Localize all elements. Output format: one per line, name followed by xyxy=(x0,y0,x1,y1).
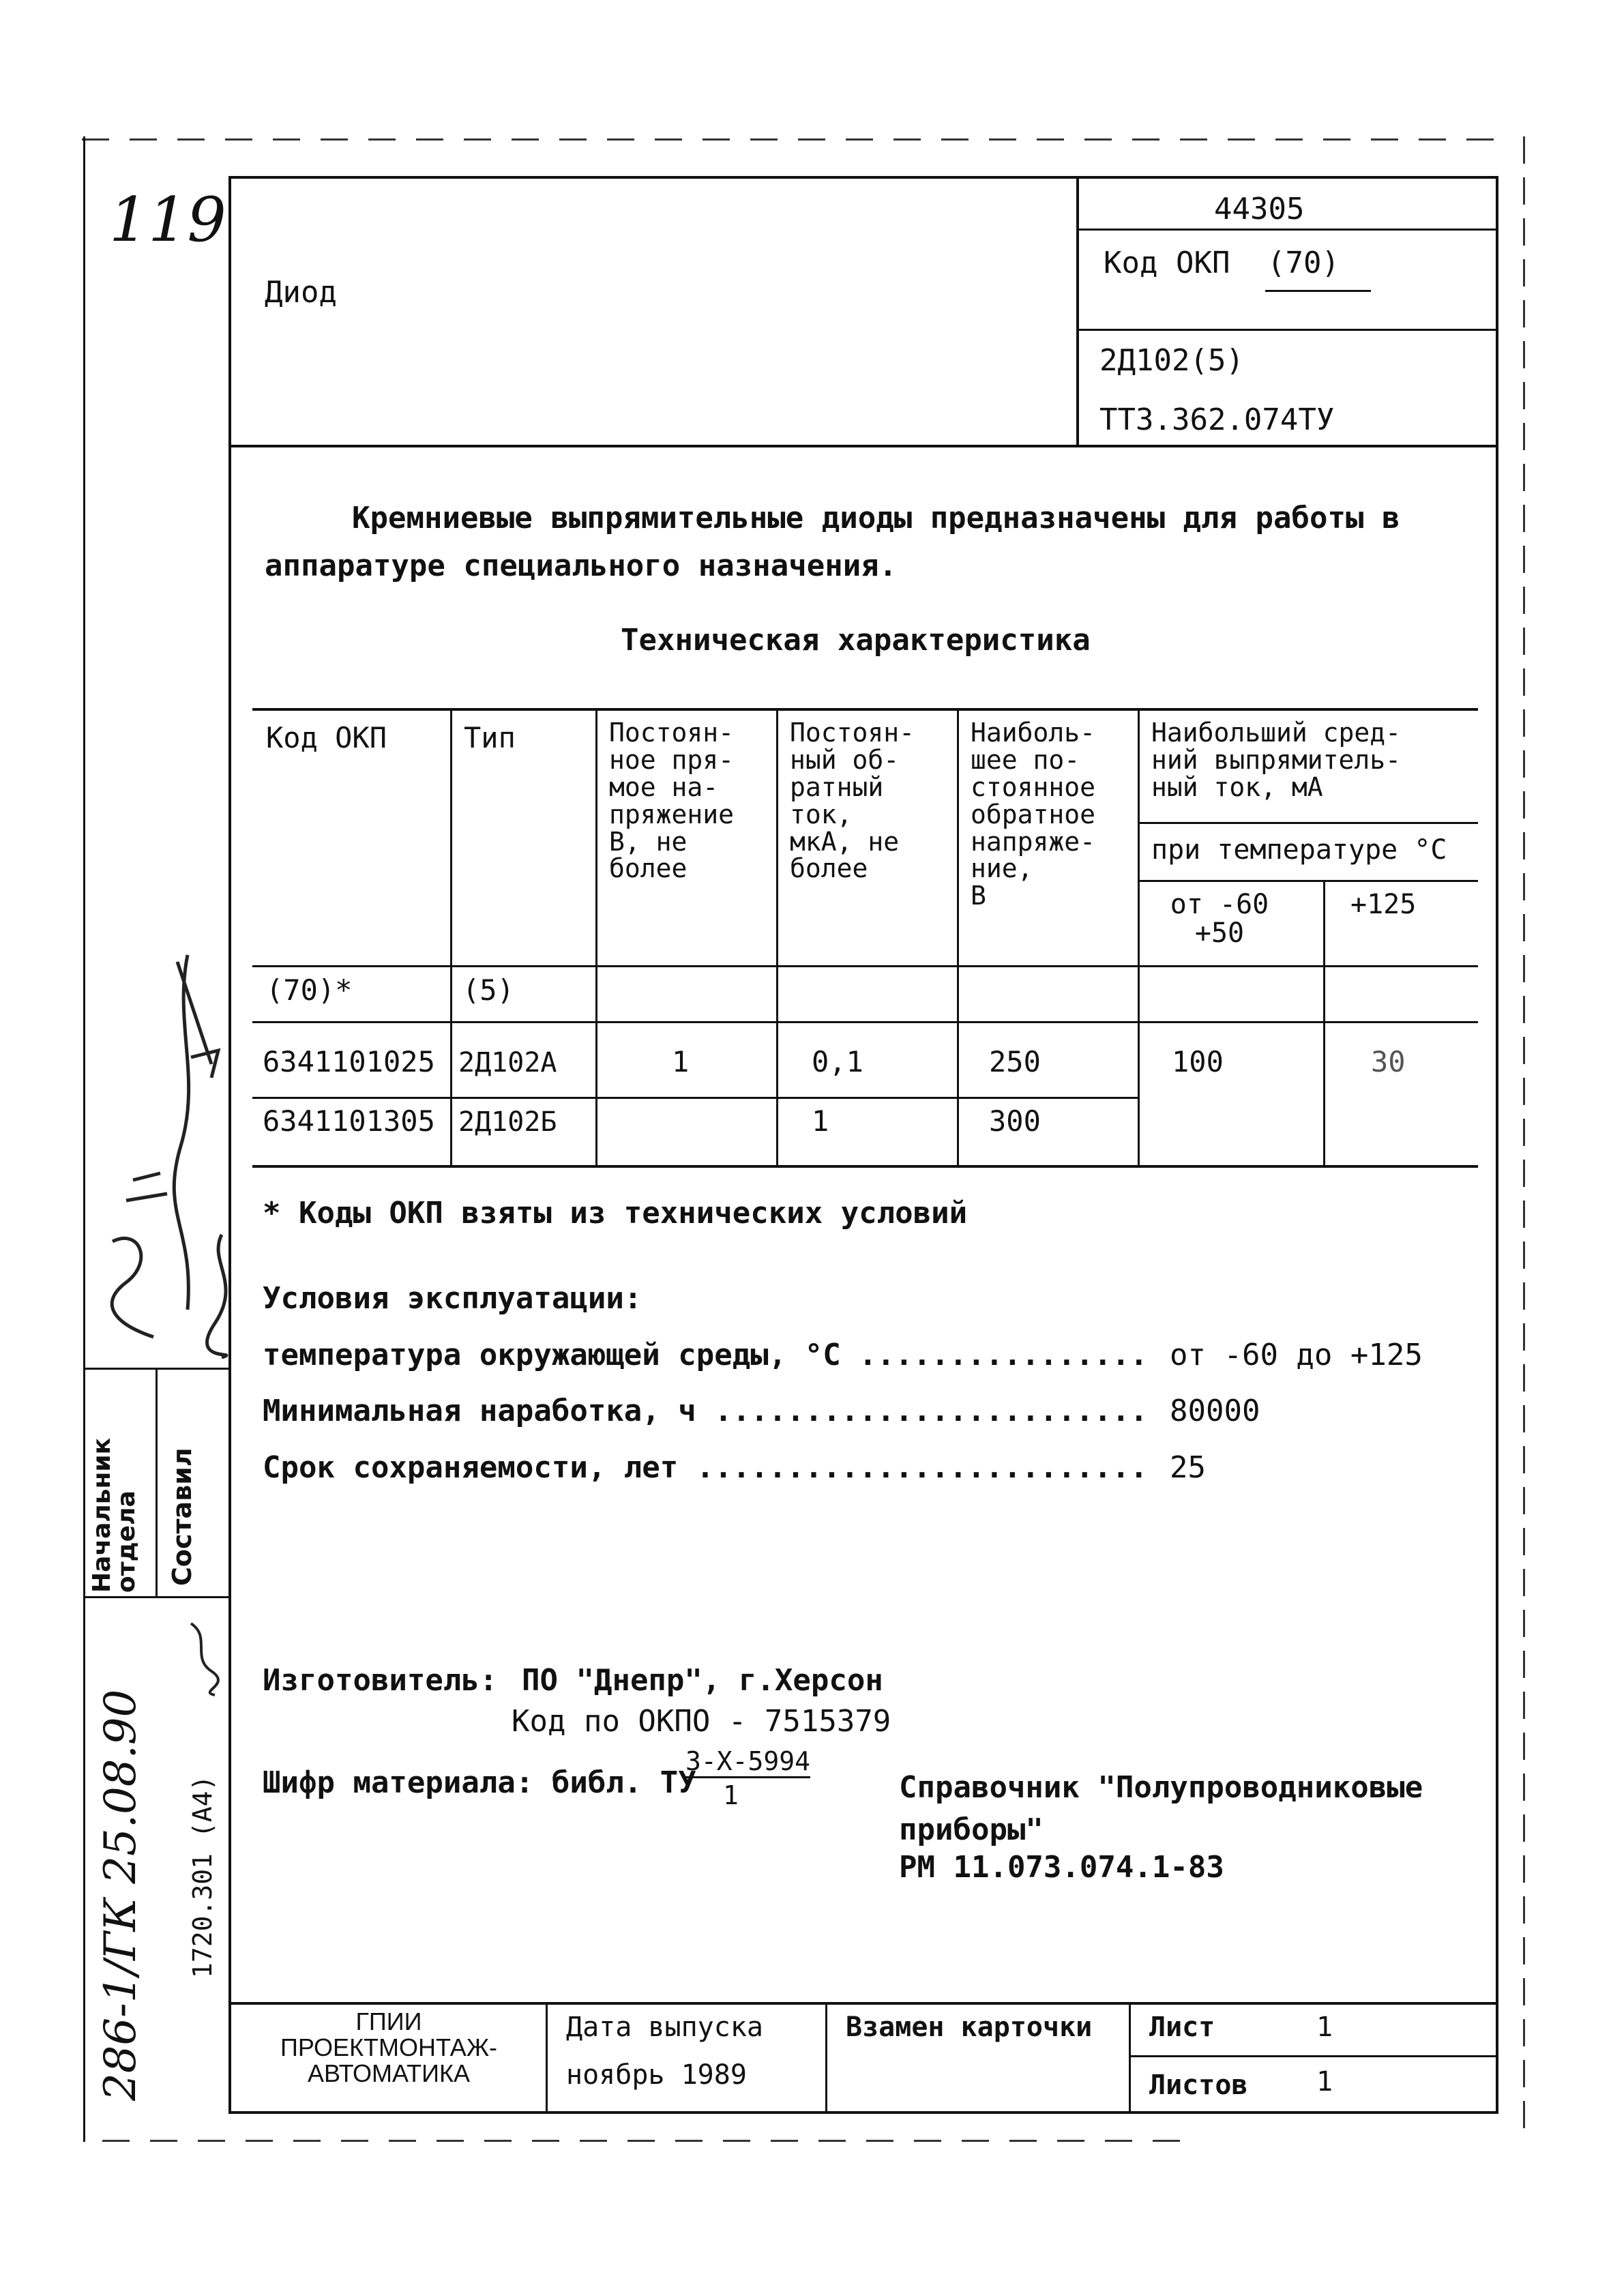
signature-small xyxy=(184,1617,225,1698)
stamp-divider xyxy=(156,1368,158,1596)
stamp-chief: Начальник отдела xyxy=(88,1437,141,1593)
stamp-top-line xyxy=(85,1368,230,1370)
header-line-1 xyxy=(1076,229,1497,231)
row-2-okp: 6341101305 xyxy=(263,1104,435,1138)
table-caption: Техническая характеристика xyxy=(621,623,1091,658)
th-forward-voltage: Постоян- ное пря- мое на- пряжение В, не более xyxy=(609,718,735,884)
row-1-current-high: 30 xyxy=(1371,1045,1406,1078)
material-denominator: 1 xyxy=(723,1780,739,1810)
row-2-reverse-current: 1 xyxy=(812,1104,829,1138)
stamp-composed: Составил xyxy=(167,1447,197,1586)
conditions-heading: Условия эксплуатации: xyxy=(263,1281,642,1316)
stamp-form: 1720.301 (А4) xyxy=(188,1775,218,1978)
th-okp: Код ОКП xyxy=(266,721,387,754)
row-1-reverse-current: 0,1 xyxy=(812,1045,863,1078)
footer-issue-date: ноябрь 1989 xyxy=(566,2059,747,2091)
footer-sheet-value: 1 xyxy=(1316,2012,1333,2043)
th-reverse-current: Постоян- ный об- ратный ток, мкА, не более xyxy=(790,718,915,884)
table-header-bottom xyxy=(252,965,1478,967)
row-1-forward-voltage: 1 xyxy=(672,1045,690,1078)
table-col-5 xyxy=(1138,708,1140,1166)
row-1-type: 2Д102А xyxy=(458,1047,557,1078)
spec-number: ТТ3.362.074ТУ xyxy=(1099,402,1335,437)
material-label: Шифр материала: библ. ТУ xyxy=(263,1765,696,1800)
signature-arrow xyxy=(171,955,232,1091)
okp-value: (70) xyxy=(1267,246,1340,280)
th-type: Тип xyxy=(464,721,516,754)
table-row-divider xyxy=(252,1097,1139,1099)
row-1-okp: 6341101025 xyxy=(263,1045,435,1078)
footer-col-3 xyxy=(1129,2002,1131,2113)
th-at-temperature: при температуре °С xyxy=(1151,834,1447,866)
th-temp-range-2: +125 xyxy=(1350,889,1417,920)
footer-top xyxy=(228,2002,1498,2005)
header-divider xyxy=(1076,176,1079,446)
table-temp-line-1 xyxy=(1139,822,1478,824)
condition-3-label: Срок сохраняемости, лет ......................... xyxy=(263,1450,1149,1485)
condition-2-value: 80000 xyxy=(1170,1394,1260,1428)
manufacturer-label: Изготовитель: xyxy=(263,1663,498,1698)
header-line-2 xyxy=(1076,329,1497,331)
footer-col-2 xyxy=(825,2002,827,2113)
code-row-okp: (70)* xyxy=(266,973,353,1007)
table-col-6 xyxy=(1323,880,1325,1166)
footer-sheets-value: 1 xyxy=(1316,2066,1333,2098)
doc-number: 44305 xyxy=(1214,192,1305,226)
crop-line-top xyxy=(82,138,1514,141)
header-title: Диод xyxy=(265,275,337,310)
footer-sheets-label: Листов xyxy=(1149,2070,1248,2101)
row-2-type: 2Д102Б xyxy=(458,1106,557,1138)
condition-3-value: 25 xyxy=(1170,1450,1206,1485)
table-code-row-bottom xyxy=(252,1021,1478,1023)
handwritten-page-number: 119 xyxy=(109,184,226,256)
condition-1-label: температура окружающей среды, °С ................ xyxy=(263,1338,1149,1372)
okp-label: Код ОКП xyxy=(1104,246,1230,280)
row-1-current-low: 100 xyxy=(1172,1045,1224,1078)
row-1-reverse-voltage: 250 xyxy=(989,1045,1041,1078)
material-reference: Справочник "Полупроводниковые приборы" xyxy=(899,1770,1423,1847)
condition-1-value: от -60 до +125 xyxy=(1170,1338,1423,1372)
description: Кремниевые выпрямительные диоды предназначены для работы в аппаратуре специального назначения. xyxy=(265,501,1400,583)
okp-underline xyxy=(1265,290,1371,292)
code-row-type: (5) xyxy=(462,973,514,1007)
crop-line-bottom xyxy=(102,2140,1194,2142)
table-col-4 xyxy=(957,708,959,1166)
table-bottom xyxy=(252,1165,1478,1168)
frame-top xyxy=(228,176,1498,179)
table-temp-line-2 xyxy=(1139,880,1478,882)
crop-line-right xyxy=(1523,136,1525,2142)
frame-bottom xyxy=(228,2111,1498,2114)
footer-sheet-line xyxy=(1129,2055,1497,2057)
type-code: 2Д102(5) xyxy=(1099,343,1244,378)
header-bottom-line xyxy=(228,445,1498,447)
stamp-bottom-line xyxy=(85,1596,230,1598)
manufacturer-name: ПО "Днепр", г.Херсон xyxy=(522,1663,883,1698)
table-col-3 xyxy=(776,708,778,1166)
material-numerator: 3-Х-5994 xyxy=(685,1748,810,1778)
footer-col-1 xyxy=(546,2002,548,2113)
condition-2-label: Минимальная наработка, ч ........................ xyxy=(263,1394,1149,1428)
material-rm: РМ 11.073.074.1-83 xyxy=(899,1850,1224,1885)
manufacturer-okpo: Код по ОКПО - 7515379 xyxy=(512,1704,891,1739)
handwritten-reg-number: 286-1/ГК 25.08.90 xyxy=(95,1689,146,2101)
th-temp-range-1: от -60 +50 xyxy=(1170,889,1269,949)
footer-issue-label: Дата выпуска xyxy=(566,2012,763,2043)
row-2-reverse-voltage: 300 xyxy=(989,1104,1041,1138)
frame-right xyxy=(1496,176,1498,2113)
table-col-2 xyxy=(595,708,597,1166)
footer-sheet-label: Лист xyxy=(1149,2012,1215,2043)
th-rectified-current: Наибольший сред- ний выпрямитель- ный ток, мА xyxy=(1151,718,1402,802)
th-reverse-voltage: Наиболь- шее по- стоянное обратное напряже- ние, В xyxy=(971,718,1096,911)
footer-replaces: Взамен карточки xyxy=(846,2012,1093,2043)
table-footnote: * Коды ОКП взяты из технических условий xyxy=(263,1196,968,1231)
table-col-1 xyxy=(450,708,452,1166)
table-top xyxy=(252,708,1478,711)
footer-org: ГПИИ ПРОЕКТМОНТАЖ- АВТОМАТИКА xyxy=(280,2007,498,2087)
